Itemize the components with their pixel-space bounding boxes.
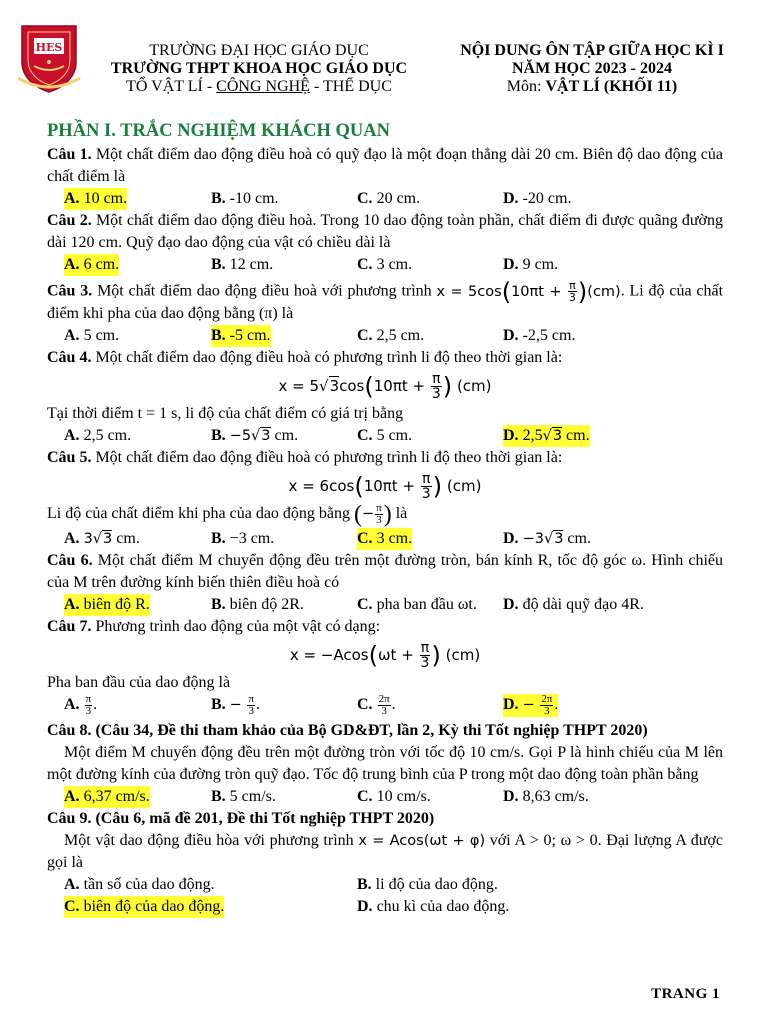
option-b: B. -5 cm. [211,325,271,347]
option-d: D. độ dài quỹ đạo 4R. [503,596,644,613]
question-5: Câu 5. Một chất điểm dao động điều hoà có phương trình li độ theo thời gian là: [47,449,563,466]
logo-text: HES [35,41,63,54]
equation-5: x = 6cos(10πt + $\frac{\pi}{3}$ ) (cm) [288,471,482,502]
option-d: D. −3√3 cm. [503,530,591,547]
question-4-options [47,425,723,447]
document-title: NỘI DUNG ÔN TẬP GIỮA HỌC KÌ I [460,42,724,59]
option-b: B. 12 cm. [211,256,274,273]
question-6-options [47,594,723,616]
option-a: A. biên độ R. [64,594,150,616]
question-8-text: Một điểm M chuyển động đều trên một đường tròn với tốc độ 10 cm/s. Gọi P là hình chiếu của M lên một đường kính của đường tròn quỹ đạo. Tốc độ trung bình của P trong một dao động toàn phần bằng [47,744,723,783]
school-logo-icon [14,22,84,94]
question-1: Câu 1. Một chất điểm dao động điều hoà có quỹ đạo là một đoạn thẳng dài 20 cm. Biên độ dao động của chất điểm là [47,146,724,185]
option-b: B. − $\frac{\pi}{3}$ . [211,693,260,717]
option-d: D. -2,5 cm. [503,327,576,344]
school-year: NĂM HỌC 2023 - 2024 [512,60,672,77]
option-a: A. tần số của dao động. [64,876,215,893]
equation-4: x = 5√3cos(10πt + $\frac{\pi}{3}$ ) (cm) [278,371,492,402]
option-a: A. 6,37 cm/s. [64,786,150,808]
option-b: B. 5 cm/s. [211,788,276,805]
option-a: A. 6 cm. [64,254,119,276]
option-b: B. −3 cm. [211,530,275,547]
subject-line: Môn: VẬT LÍ (KHỐI 11) [506,78,678,95]
question-9: Câu 9. (Câu 6, mã đề 201, Đề thi Tốt nghiệp THPT 2020) [47,810,435,827]
question-6: Câu 6. Một chất điểm M chuyển động đều trên một đường tròn, bán kính R, tốc độ góc ω. Hình chiếu của M trên đường kính biến thiên điều hoà có [47,552,724,591]
header-left [90,42,428,96]
option-c: C. 2,5 cm. [357,327,425,344]
question-9-options-row-2 [47,896,723,918]
equation-7: x = −Acos(ωt + $\frac{\pi}{3}$ ) (cm) [289,640,481,671]
option-b: B. biên độ 2R. [211,596,304,613]
equation: x = 5cos(10πt + $\frac{\pi}{3}$ )(cm) [436,277,621,306]
school-name: TRƯỜNG THPT KHOA HỌC GIÁO DỤC [110,60,408,77]
option-c: C. 3 cm. [357,256,413,273]
section-title: PHẦN I. TRẮC NGHIỆM KHÁCH QUAN [47,121,390,141]
option-c: C. biên độ của dao động. [64,896,224,918]
option-a: A. $\frac{\pi}{3}$ . [64,693,98,717]
document-body [47,118,723,918]
question-2-options [47,254,723,276]
option-c: C. $\frac{2\pi}{3}$ . [357,693,396,717]
option-b: B. li độ của dao động. [357,876,498,893]
question-7: Câu 7. Phương trình dao động của một vật có dạng: [47,618,381,635]
option-a: A. 10 cm. [64,188,127,210]
university-name: TRƯỜNG ĐẠI HỌC GIÁO DỤC [149,42,369,59]
option-c: C. 3 cm. [357,528,412,550]
option-c: C. 10 cm/s. [357,788,431,805]
question-8-options [47,786,723,808]
question-3-options [47,325,723,347]
question-9-options-row-1 [47,874,723,896]
option-d: D. chu kì của dao động. [357,898,510,915]
page-number: TRANG 1 [651,986,720,1002]
option-c: C. pha ban đầu ωt. [357,596,477,613]
option-a: A. 2,5 cm. [64,427,132,444]
option-d: D. 9 cm. [503,256,559,273]
question-1-options [47,188,723,210]
question-5-text: Li độ của chất điểm khi pha của dao động bằng (− $\frac{\pi}{3}$ ) là [47,501,408,528]
question-7-options [47,694,723,720]
question-2: Câu 2. Một chất điểm dao động điều hoà. Trong 10 dao động toàn phần, chất điểm đi được quãng đường dài 120 cm. Quỹ đạo dao động của vật có chiều dài là [47,212,723,251]
question-4: Câu 4. Một chất điểm dao động điều hoà có phương trình li độ theo thời gian là: [47,349,563,366]
option-c: C. 20 cm. [357,190,421,207]
question-4-text: Tại thời điểm t = 1 s, li độ của chất điểm có giá trị bằng [47,405,404,422]
option-d: D. − $\frac{2\pi}{3}$ . [503,693,559,717]
option-d: D. -20 cm. [503,190,572,207]
question-7-text: Pha ban đầu của dao động là [47,674,231,691]
option-d: D. 2,5√3 cm. [503,425,590,447]
header-right [430,42,754,96]
option-a: A. 5 cm. [64,327,120,344]
option-b: B. -10 cm. [211,190,279,207]
option-d: D. 8,63 cm/s. [503,788,589,805]
question-8: Câu 8. (Câu 34, Đề thi tham khảo của Bộ GD&ĐT, lần 2, Kỳ thi Tốt nghiệp THPT 2020) [47,722,648,739]
question-9-text: Một vật dao động điều hòa với phương trình x = Acos(ωt + φ) với A > 0; ω > 0. Đại lượng A được gọi là [47,832,723,871]
option-b: B. −5√3 cm. [211,427,299,444]
question-5-options [47,528,723,550]
question-3: Câu 3. Một chất điểm dao động điều hoà với phương trình x = 5cos(10πt + $\frac{\pi}{3}$ )(cm). Li độ của chất điểm khi pha của dao động bằng (π) là [47,277,724,322]
option-a: A. 3√3 cm. [64,530,140,547]
option-c: C. 5 cm. [357,427,413,444]
department-name: TỔ VẬT LÍ - CÔNG NGHỆ - THỂ DỤC [126,78,392,95]
